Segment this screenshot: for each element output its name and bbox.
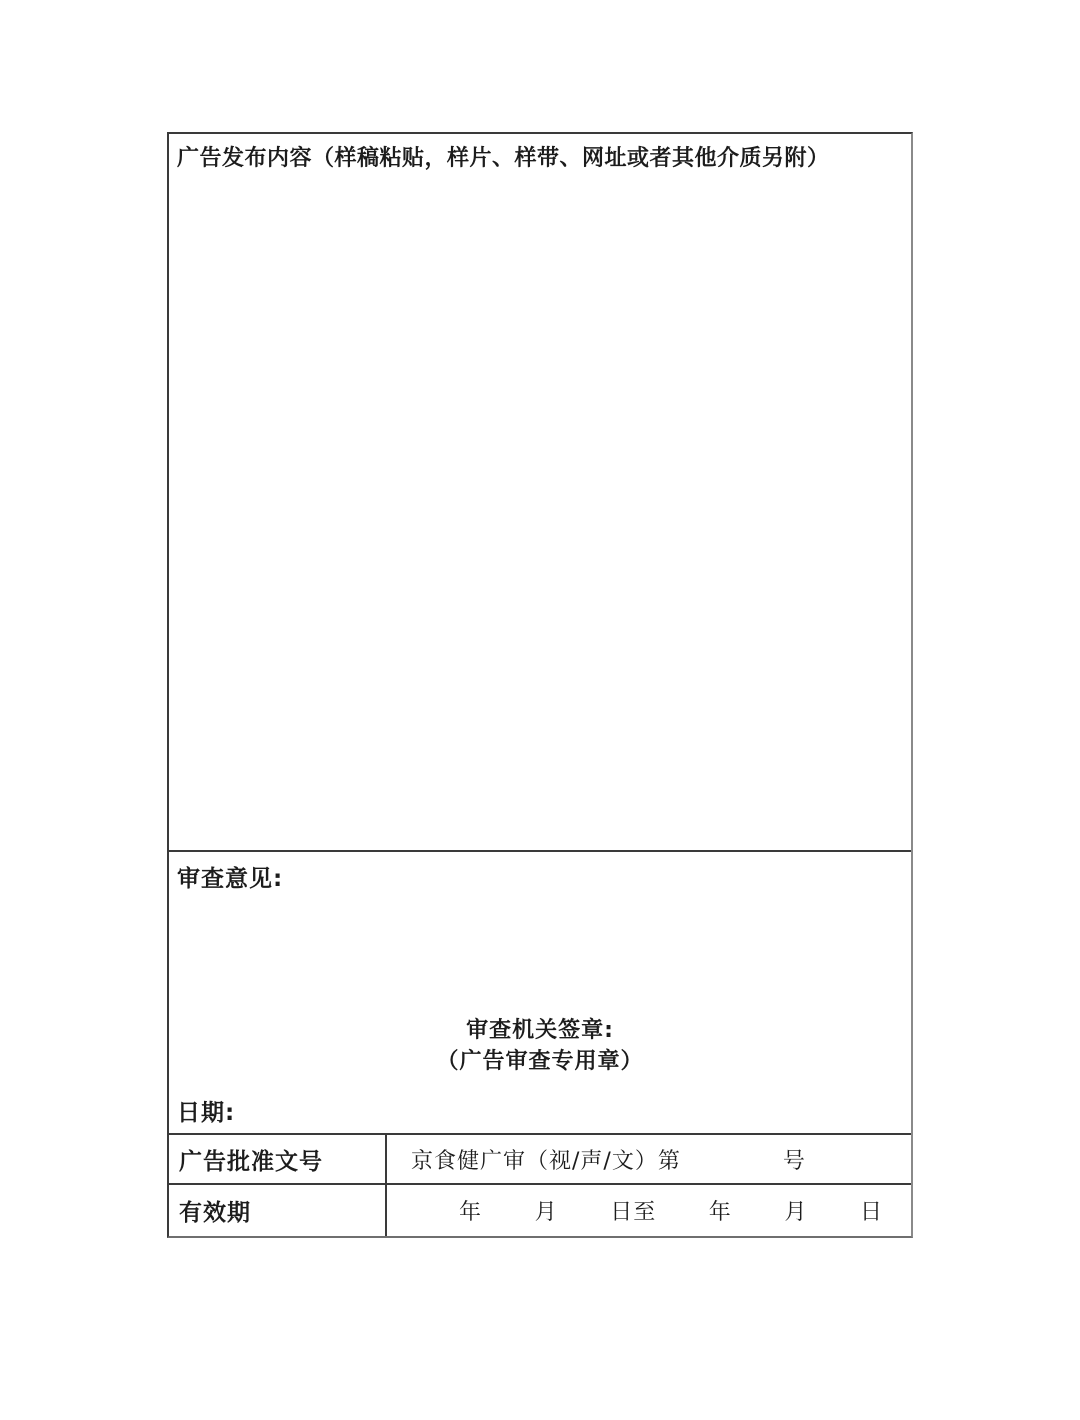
approval-number-prefix: 京食健广审（视/声/文）第: [411, 1148, 681, 1174]
approval-form-table: [167, 132, 913, 1238]
date-label: 日期:: [177, 1100, 236, 1126]
validity-month-end: 月: [784, 1200, 808, 1225]
approval-number-row: [169, 1133, 911, 1183]
validity-row: [169, 1183, 911, 1236]
ad-content-title: 广告发布内容（样稿粘贴，样片、样带、网址或者其他介质另附）: [177, 146, 830, 171]
validity-label: 有效期: [169, 1185, 387, 1236]
validity-day-end: 日: [859, 1200, 883, 1225]
signature-authority-label: 审查机关签章:: [466, 1018, 614, 1043]
ad-content-cell: [169, 134, 911, 850]
approval-number-value-cell: [387, 1135, 911, 1183]
signature-seal-note: （广告审查专用章）: [436, 1049, 644, 1074]
validity-month-start: 月: [534, 1200, 558, 1225]
validity-year-start: 年: [459, 1200, 483, 1225]
validity-day-start-to: 日至: [610, 1200, 657, 1225]
validity-year-end: 年: [708, 1200, 732, 1225]
approval-number-label: 广告批准文号: [169, 1135, 387, 1183]
signature-block: [169, 1015, 911, 1077]
review-opinion-label: 审查意见:: [177, 866, 284, 892]
review-opinion-cell: [169, 850, 911, 1133]
validity-value-cell: [387, 1185, 911, 1236]
approval-number-suffix: 号: [782, 1148, 806, 1174]
